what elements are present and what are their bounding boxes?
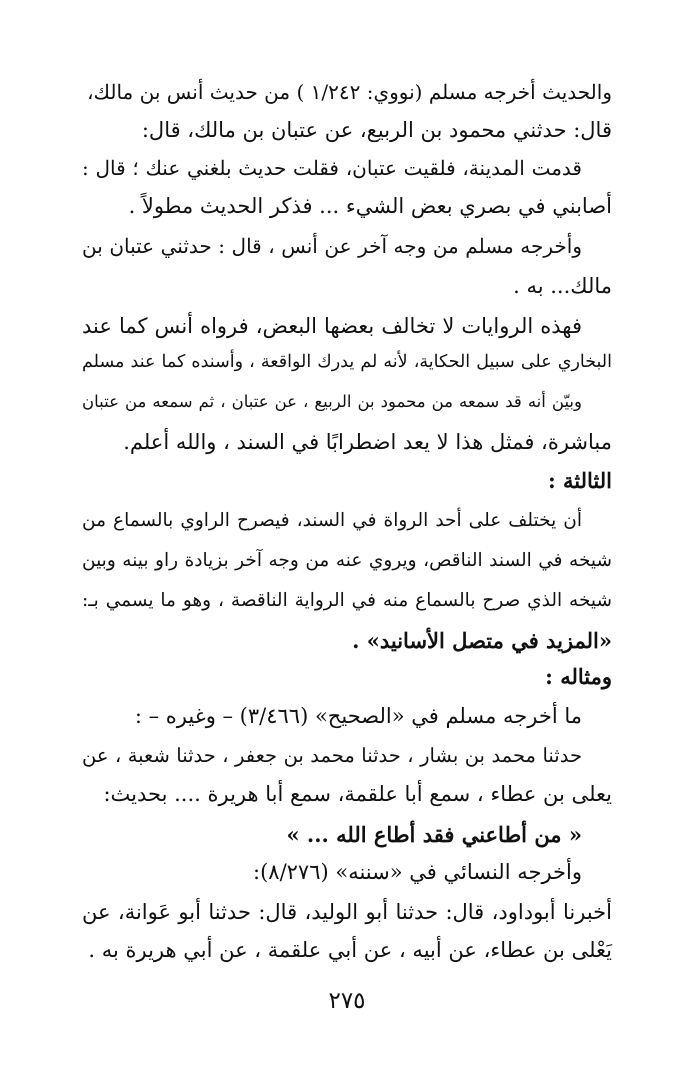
page-number: ٢٧٥ [328, 988, 366, 1014]
text-line: يعلى بن عطاء ، سمع أبا علقمة، سمع أبا هريرة .... بحديث: [103, 782, 612, 806]
text-line: والحديث أخرجه مسلم (نووي: ١/٢٤٢ ) من حديث أنس بن مالك، [87, 80, 612, 104]
text-line: وبيّن أنه قد سمعه من محمود بن الربيع ، عن عتبان ، ثم سمعه من عتبان [82, 392, 582, 411]
text-line: شيخه في السند الناقص، ويروي عنه من وجه آخر بزيادة راو بينه وبين [82, 550, 612, 571]
text-line: مالك... به . [513, 274, 612, 298]
text-line: البخاري على سبيل الحكاية، لأنه لم يدرك الواقعة ، وأسنده كما عند مسلم [82, 352, 612, 372]
text-line: ما أخرجه مسلم في «الصحيح» (٣/٤٦٦) – وغيره – : [134, 704, 582, 728]
text-line: أصابني في بصري بعض الشيء ... فذكر الحديث مطولاً . [128, 194, 612, 218]
text-line: وأخرجه مسلم من وجه آخر عن أنس ، قال : حدثني عتبان بن [82, 234, 582, 258]
text-line: أن يختلف على أحد الرواة في السند، فيصرح الراوي بالسماع من [82, 510, 582, 531]
example-heading: ومثاله : [545, 664, 612, 689]
hadith-quote: « من أطاعني فقد أطاع الله ... » [286, 822, 582, 847]
section-heading: الثالثة : [547, 468, 612, 493]
text-line: أخبرنا أبوداود، قال: حدثنا أبو الوليد، قال: حدثنا أبو عَوانة، عن [82, 900, 612, 924]
text-line: فهذه الروايات لا تخالف بعضها البعض، فرواه أنس كما عند [82, 314, 582, 338]
term-heading: «المزيد في متصل الأسانيد» . [352, 628, 612, 653]
text-line: قدمت المدينة، فلقيت عتبان، فقلت حديث بلغني عنك ؛ قال : [82, 156, 582, 180]
text-line: مباشرة، فمثل هذا لا يعد اضطرابًا في السند ، والله أعلم. [123, 430, 612, 454]
text-line: يَعْلى بن عطاء، عن أبيه ، عن أبي علقمة ، عن أبي هريرة به . [88, 938, 612, 962]
text-line: شيخه الذي صرح بالسماع منه في الرواية الناقصة ، وهو ما يسمي بـ: [82, 590, 612, 611]
text-line: قال: حدثني محمود بن الربيع، عن عتبان بن مالك، قال: [141, 118, 612, 142]
text-line: حدثنا محمد بن بشار ، حدثنا محمد بن جعفر ، حدثنا شعبة ، عن [82, 744, 582, 767]
text-line: وأخرجه النسائي في «سننه» (٨/٢٧٦): [253, 860, 582, 884]
